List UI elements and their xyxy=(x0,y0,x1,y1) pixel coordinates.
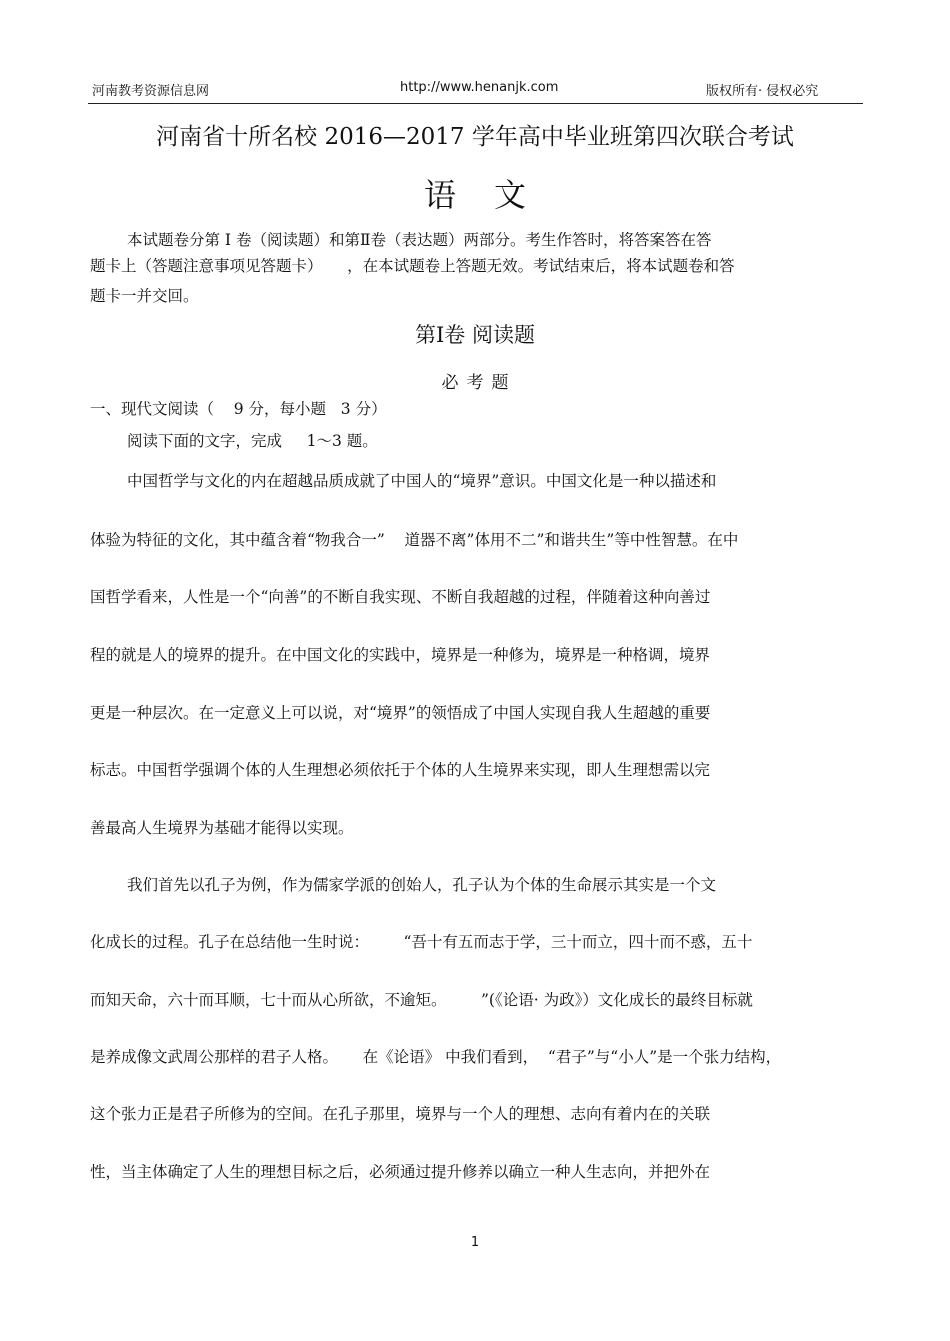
passage-line: 化成长的过程。孔子在总结他一生时说： “吾十有五而志于学，三十而立，四十而不惑，五十 xyxy=(90,933,753,951)
passage-line: 性，当主体确定了人生的理想目标之后，必须通过提升修养以确立一种人生志向，并把外在 xyxy=(90,1163,711,1181)
passage-line: 善最高人生境界为基础才能得以实现。 xyxy=(90,819,354,837)
passage-line: 我们首先以孔子为例，作为儒家学派的创始人，孔子认为个体的生命展示其实是一个文 xyxy=(127,876,717,894)
passage-line: 这个张力正是君子所修为的空间。在孔子那里，境界与一个人的理想、志向有着内在的关联 xyxy=(90,1105,711,1123)
passage-line: 是养成像文武周公那样的君子人格。 在《论语》 中我们看到， “君子”与“小人”是一个张力结构， xyxy=(90,1048,782,1066)
header-copyright: 版权所有· 侵权必究 xyxy=(706,84,819,99)
passage-line: 程的就是人的境界的提升。在中国文化的实践中，境界是一种修为，境界是一种格调，境界 xyxy=(90,646,711,664)
reading-prompt: 阅读下面的文字，完成 1～3 题。 xyxy=(127,432,378,450)
instructions-line: 本试题卷分第 I 卷（阅读题）和第Ⅱ卷（表达题）两部分。考生作答时，将答案答在答 xyxy=(127,231,712,249)
passage-line: 国哲学看来，人性是一个“向善”的不断自我实现、不断自我超越的过程，伴随着这种向善过 xyxy=(90,588,711,606)
question-heading: 一、现代文阅读（ 9 分，每小题 3 分） xyxy=(90,400,387,418)
header-divider xyxy=(88,103,863,104)
passage-line: 体验为特征的文化，其中蕴含着“物我合一” 道器不离”体用不二”和谐共生”等中性智慧。在中 xyxy=(90,531,739,549)
instructions-line: 题卡一并交回。 xyxy=(90,287,199,305)
header-url[interactable]: http://www.henanjk.com xyxy=(400,80,559,95)
subject-title: 语文 xyxy=(423,176,564,214)
passage-line: 中国哲学与文化的内在超越品质成就了中国人的“境界”意识。中国文化是一种以描述和 xyxy=(127,472,717,490)
page-number: 1 xyxy=(470,1235,480,1250)
exam-title: 河南省十所名校 2016—2017 学年高中毕业班第四次联合考试 xyxy=(156,124,794,150)
section-title: 第Ⅰ卷 阅读题 xyxy=(415,323,535,347)
instructions-line: 题卡上（答题注意事项见答题卡） ，在本试题卷上答题无效。考试结束后，将本试题卷和答 xyxy=(90,257,735,275)
passage-line: 而知天命，六十而耳顺，七十而从心所欲，不逾矩。 ”(《论语· 为政》）文化成长的最终目标就 xyxy=(90,991,753,1009)
passage-line: 更是一种层次。在一定意义上可以说，对“境界”的领悟成了中国人实现自我人生超越的重要 xyxy=(90,704,711,722)
required-label: 必考题 xyxy=(441,373,517,393)
passage-line: 标志。中国哲学强调个体的人生理想必须依托于个体的人生境界来实现，即人生理想需以完 xyxy=(90,761,711,779)
header-site-name: 河南教考资源信息网 xyxy=(92,84,210,99)
